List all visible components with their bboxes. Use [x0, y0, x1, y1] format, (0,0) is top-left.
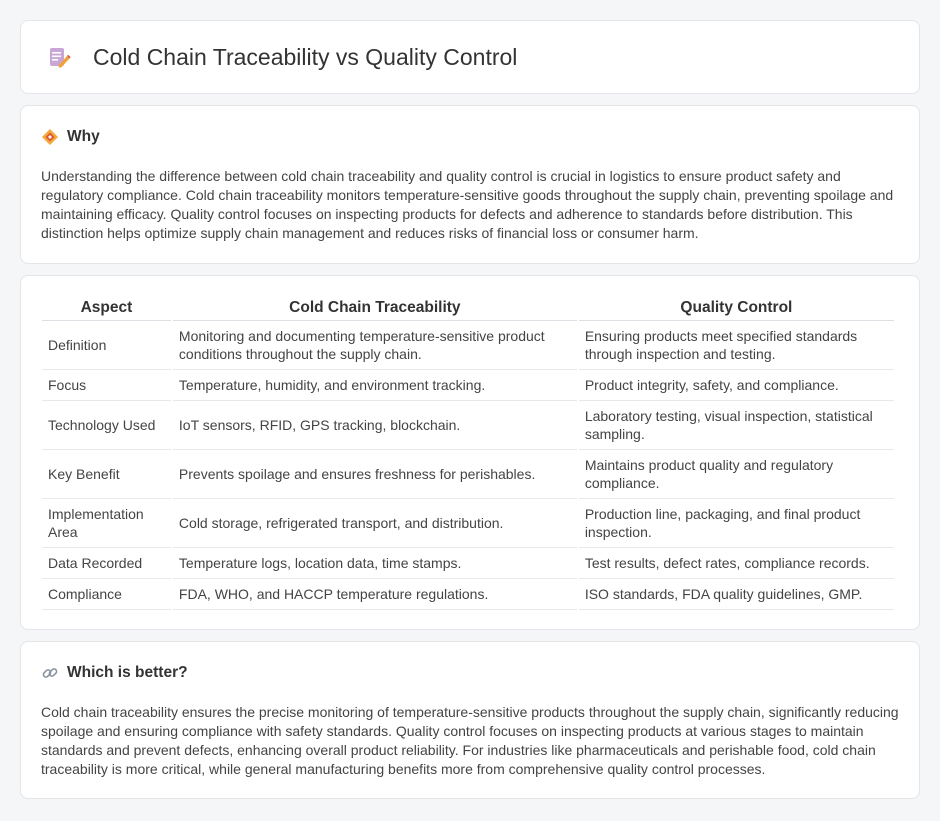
- row-cold-chain: FDA, WHO, and HACCP temperature regulations.: [173, 579, 577, 610]
- why-heading: [41, 128, 899, 146]
- which-section: [20, 641, 920, 799]
- table-row: [42, 548, 894, 579]
- row-cold-chain: Prevents spoilage and ensures freshness for perishables.: [173, 450, 577, 499]
- row-aspect: Technology Used: [42, 401, 171, 450]
- header-card: [20, 20, 920, 94]
- page-title: Cold Chain Traceability vs Quality Control: [93, 43, 518, 70]
- why-title: Why: [67, 128, 100, 145]
- row-quality-control: Production line, packaging, and final product inspection.: [579, 499, 894, 548]
- table-row: [42, 321, 894, 370]
- table-row: [42, 370, 894, 401]
- why-text: Understanding the difference between cold chain traceability and quality control is crucial in logistics to ensure product safety and regulatory compliance. Cold chain traceability monitors temperature-sensitive goods throughout the supply chain, preventing spoilage and maintaining efficacy. Quality control focuses on inspecting products for defects and adherence to standards before distribution. This distinction helps optimize supply chain management and reduces risks of financial loss or consumer harm.: [41, 168, 894, 241]
- document-pen-icon: [47, 45, 71, 69]
- row-cold-chain: Temperature, humidity, and environment tracking.: [173, 370, 577, 401]
- row-cold-chain: Cold storage, refrigerated transport, and distribution.: [173, 499, 577, 548]
- header-aspect: Aspect: [42, 295, 171, 321]
- row-aspect: Definition: [42, 321, 171, 370]
- comparison-table: [40, 295, 896, 610]
- row-cold-chain: IoT sensors, RFID, GPS tracking, blockchain.: [173, 401, 577, 450]
- row-aspect: Implementation Area: [42, 499, 171, 548]
- row-aspect: Key Benefit: [42, 450, 171, 499]
- comparison-table-section: [20, 275, 920, 630]
- link-icon: [41, 664, 59, 682]
- which-text: Cold chain traceability ensures the precise monitoring of temperature-sensitive products throughout the supply chain, significantly reducing spoilage and ensuring compliance with safety standards. Quality control focuses on inspecting products at various stages to maintain standards and prevent defects, enhancing overall product reliability. For industries like pharmaceuticals and perishable food, cold chain traceability is more critical, while general manufacturing benefits more from comprehensive quality control processes.: [41, 704, 899, 777]
- row-aspect: Compliance: [42, 579, 171, 610]
- diamond-icon: [41, 128, 59, 146]
- header-quality-control: Quality Control: [579, 295, 894, 321]
- row-aspect: Focus: [42, 370, 171, 401]
- table-row: [42, 579, 894, 610]
- header-cold-chain: Cold Chain Traceability: [173, 295, 577, 321]
- row-quality-control: Test results, defect rates, compliance records.: [579, 548, 894, 579]
- which-title: Which is better?: [67, 664, 188, 681]
- which-heading: [41, 664, 899, 682]
- row-quality-control: ISO standards, FDA quality guidelines, GMP.: [579, 579, 894, 610]
- row-quality-control: Laboratory testing, visual inspection, statistical sampling.: [579, 401, 894, 450]
- row-quality-control: Maintains product quality and regulatory compliance.: [579, 450, 894, 499]
- row-quality-control: Ensuring products meet specified standards through inspection and testing.: [579, 321, 894, 370]
- table-row: [42, 499, 894, 548]
- row-aspect: Data Recorded: [42, 548, 171, 579]
- table-row: [42, 450, 894, 499]
- row-cold-chain: Temperature logs, location data, time stamps.: [173, 548, 577, 579]
- row-quality-control: Product integrity, safety, and compliance.: [579, 370, 894, 401]
- row-cold-chain: Monitoring and documenting temperature-sensitive product conditions throughout the supply chain.: [173, 321, 577, 370]
- table-header-row: [42, 295, 894, 321]
- why-section: [20, 105, 920, 264]
- table-row: [42, 401, 894, 450]
